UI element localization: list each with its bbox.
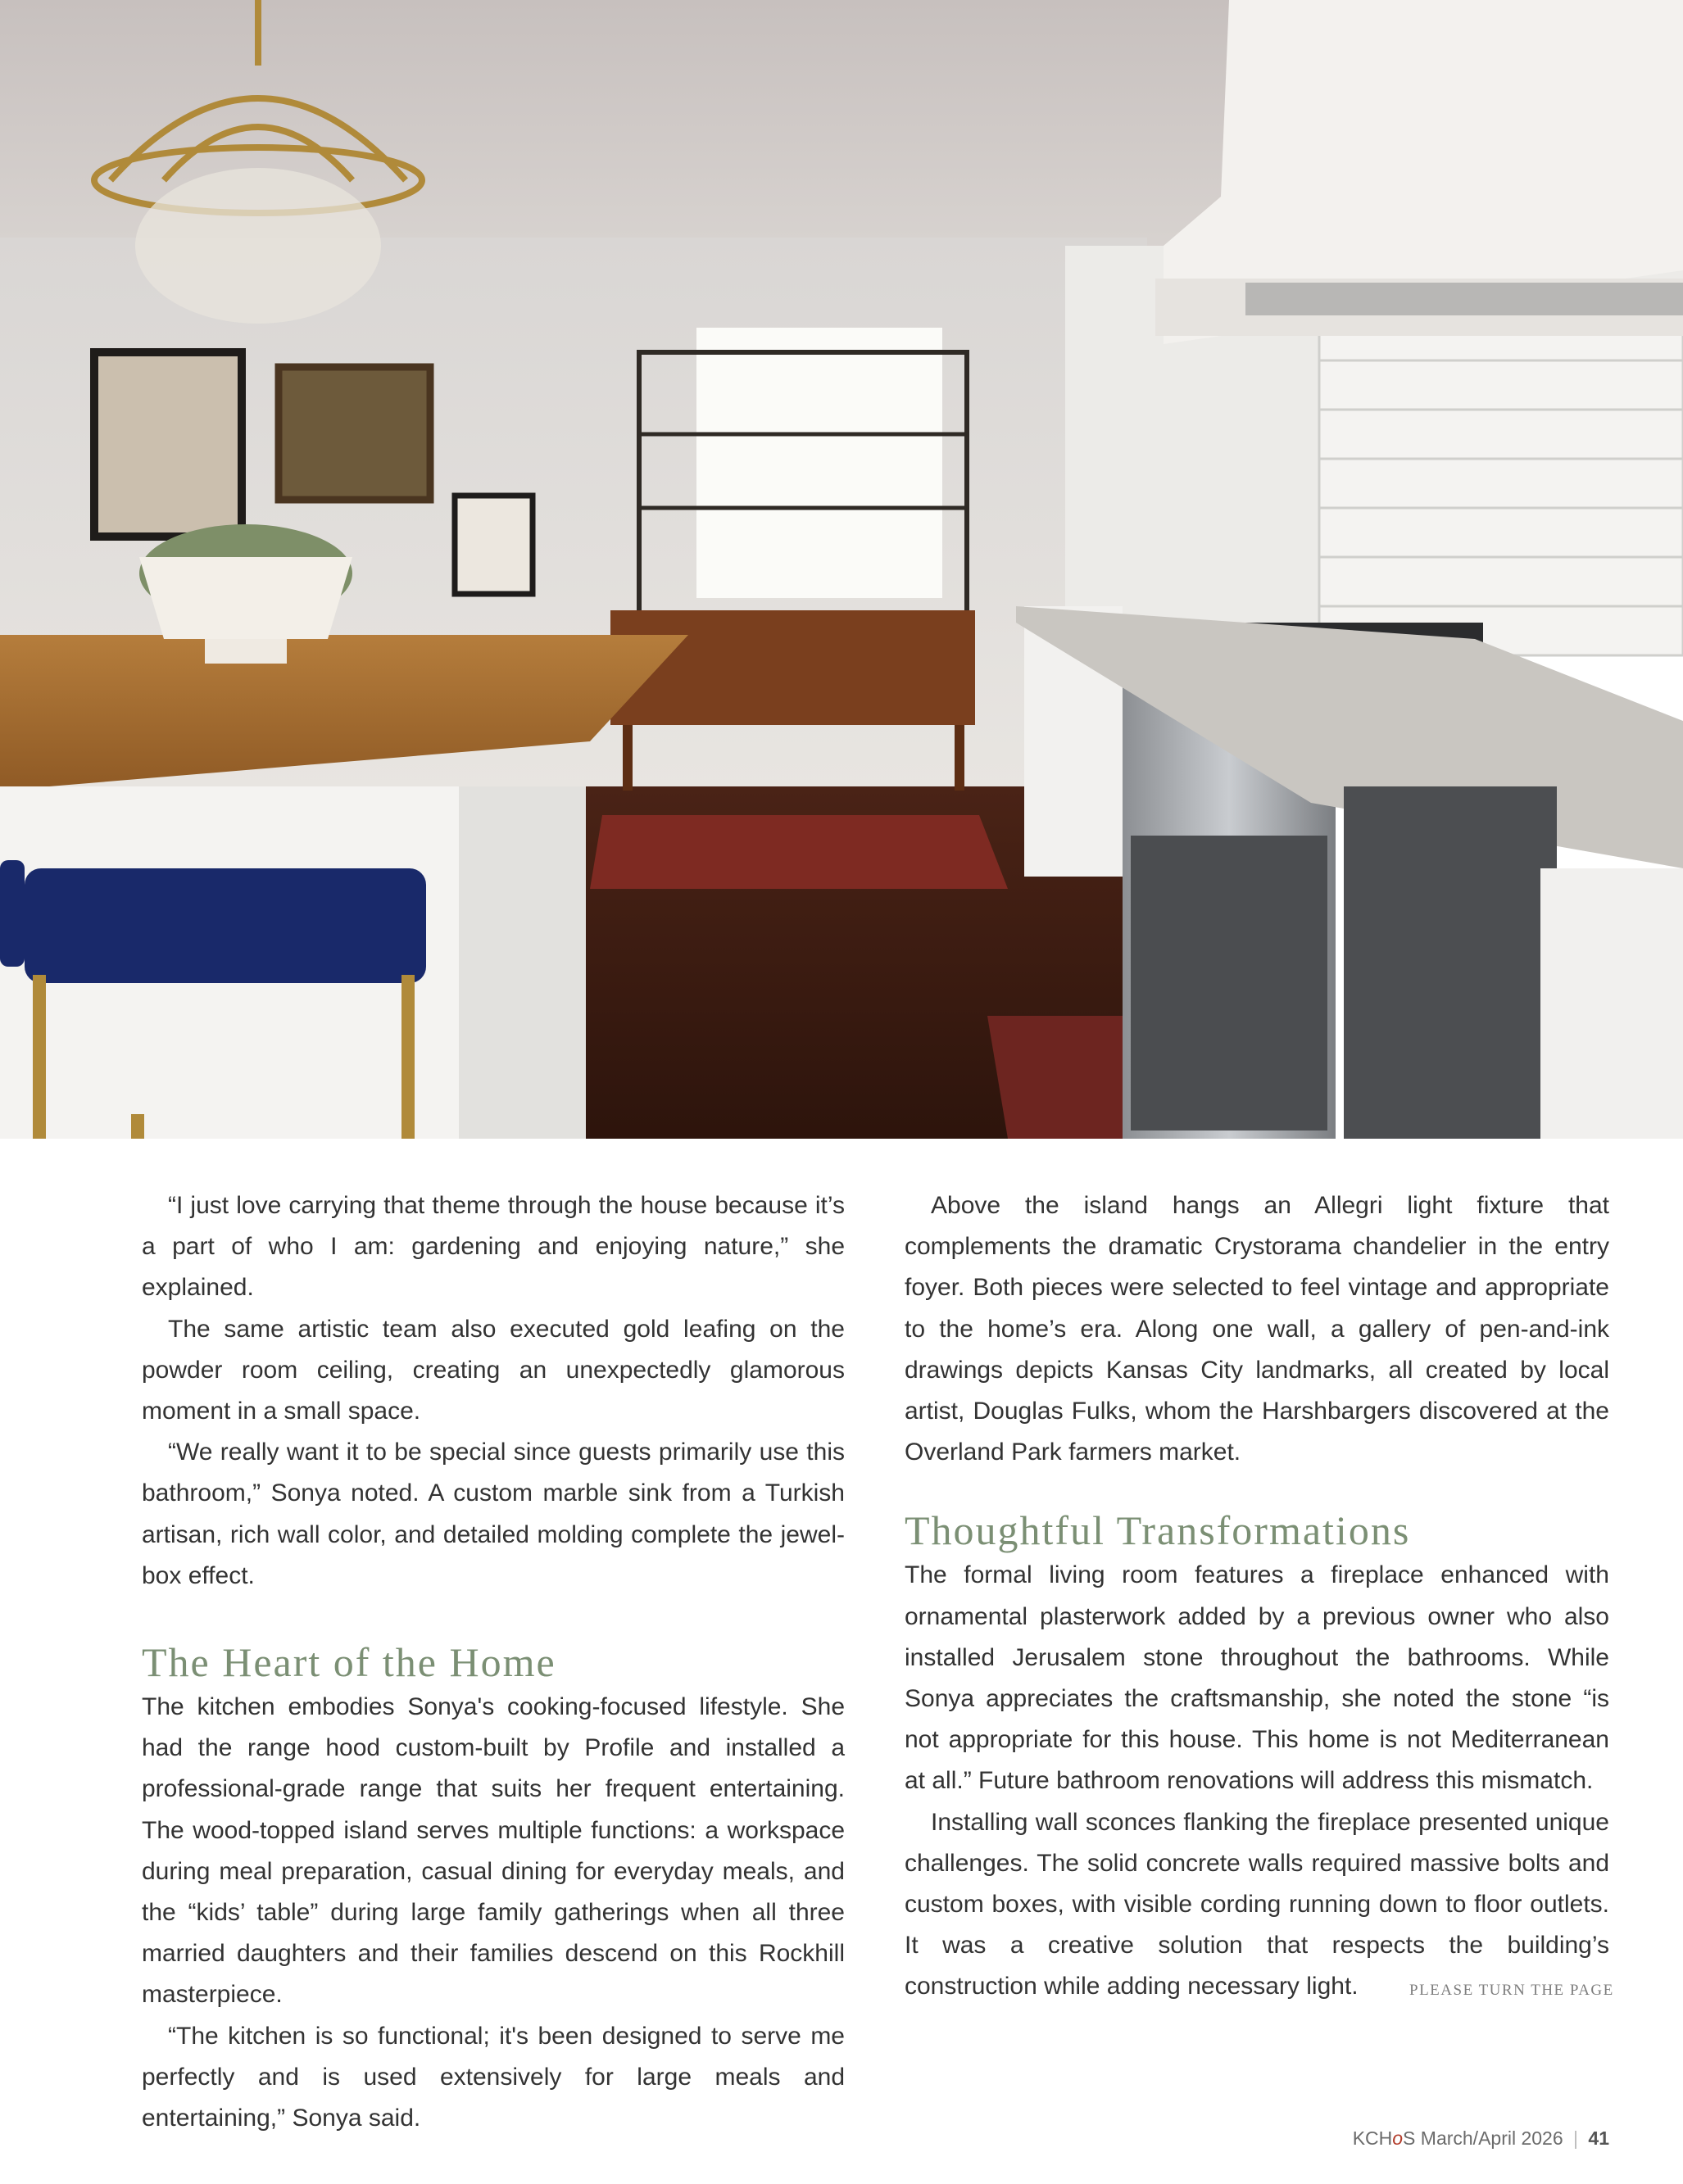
- body-paragraph: “The kitchen is so functional; it's been designed to serve me perfectly and is used extensively for large meals and entertaining,” Sonya said.: [142, 2022, 845, 2132]
- body-paragraph: “I just love carrying that theme through the house because it’s a part of who I am: gardening and enjoying nature,” she explained.: [142, 1192, 845, 1302]
- body-paragraph: Installing wall sconces flanking the fireplace presented unique challenges. The solid concrete walls required massive bolts and custom boxes, with visible cording running down to floor outlets. It was a creative solution that respects the building’s construction while adding necessary light.: [905, 1808, 1609, 2000]
- logo-text: o: [1392, 2127, 1404, 2149]
- magazine-logo: [1353, 2127, 1416, 2149]
- page-footer: [1353, 2127, 1609, 2150]
- section-heading: The Heart of the Home: [142, 1639, 556, 1686]
- footer-separator: |: [1573, 2127, 1579, 2149]
- issue-date: March/April 2026: [1420, 2127, 1563, 2149]
- body-paragraph: The same artistic team also executed gold leafing on the powder room ceiling, creating an unexpectedly glamorous moment in a small space.: [142, 1315, 845, 1425]
- body-paragraph: Above the island hangs an Allegri light fixture that complements the dramatic Crystorama chandelier in the entry foyer. Both pieces were selected to feel vintage and appropriate to the home’s era. Along one wall, a gallery of pen-and-ink drawings depicts Kansas City landmarks, all created by local artist, Douglas Fulks, whom the Harshbargers discovered at the Overland Park farmers market.: [905, 1192, 1609, 1466]
- body-paragraph: “We really want it to be special since guests primarily use this bathroom,” Sonya noted. A custom marble sink from a Turkish artisan, rich wall color, and detailed molding complete the jewel-box effect.: [142, 1439, 845, 1589]
- right-column: [905, 1185, 1609, 2008]
- page-number: 41: [1588, 2127, 1609, 2149]
- continued-label: PLEASE TURN THE PAGE: [1409, 1982, 1614, 1999]
- left-column: [142, 1185, 845, 2139]
- section-heading: Thoughtful Transformations: [905, 1507, 1411, 1554]
- logo-text: KCH: [1352, 2127, 1393, 2149]
- body-paragraph: The formal living room features a fireplace enhanced with ornamental plasterwork added by a previous owner who also installed Jerusalem stone throughout the bathrooms. While Sonya appreciates the craftsmanship, she noted the stone “is not appropriate for this house. This home is not Mediterranean at all.” Future bathroom renovations will address this mismatch.: [905, 1561, 1609, 1795]
- logo-text: S: [1403, 2127, 1416, 2149]
- body-paragraph: The kitchen embodies Sonya's cooking-focused lifestyle. She had the range hood custom-built by Profile and installed a professional-grade range that suits her frequent entertaining. The wood-topped island serves multiple functions: a workspace during meal preparation, casual dining for everyday meals, and the “kids’ table” during large family gatherings when all three married daughters and their families descend on this Rockhill masterpiece.: [142, 1693, 845, 2009]
